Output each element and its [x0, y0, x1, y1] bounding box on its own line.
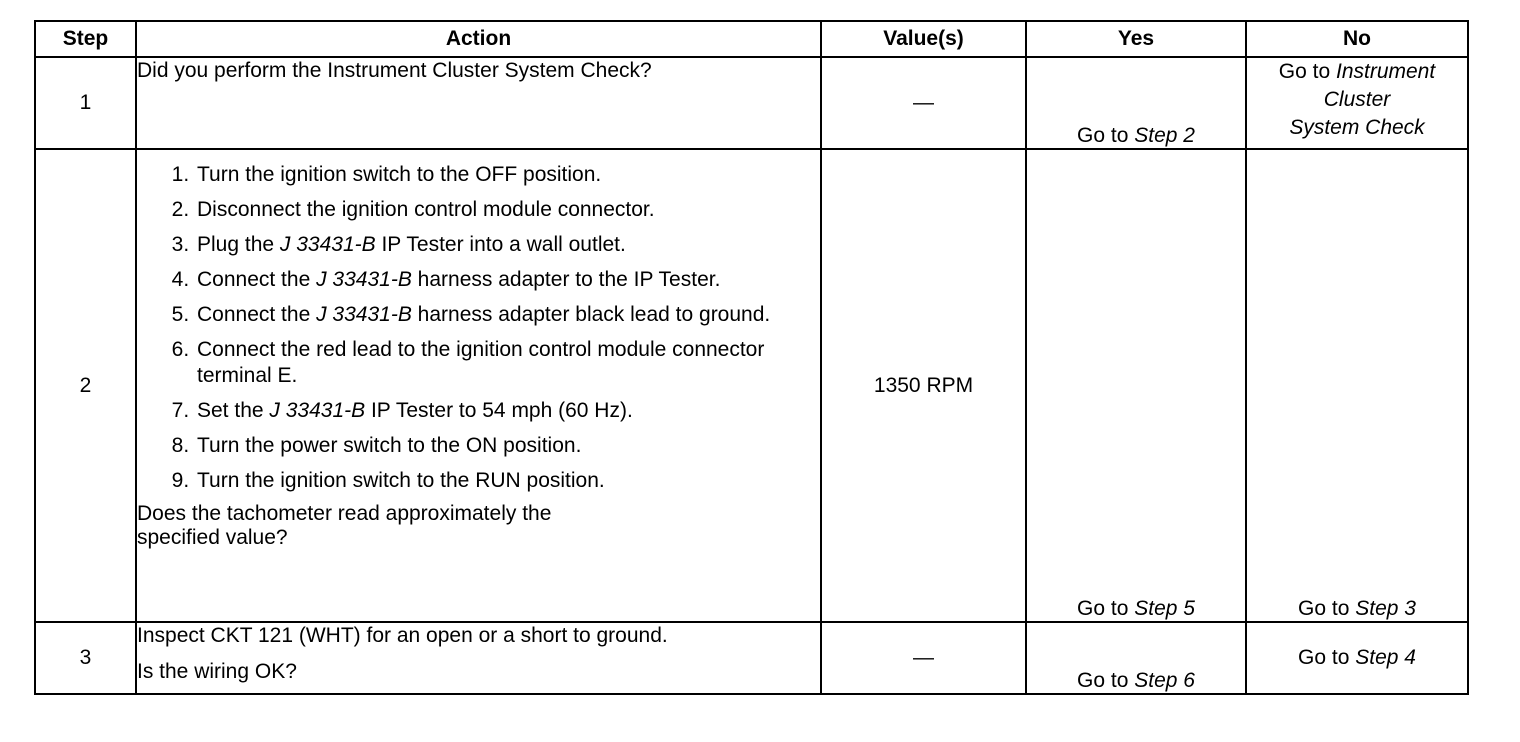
step-number: 1	[35, 57, 136, 149]
header-yes: Yes	[1026, 21, 1246, 57]
action-question: Does the tachometer read approximately the specified value?	[137, 502, 552, 549]
action-cell	[136, 57, 821, 149]
step-number: 2	[35, 149, 136, 622]
yes-cell	[1026, 57, 1246, 149]
yes-cell	[1026, 149, 1246, 622]
procedure-item-6: 6. Connect the red lead to the ignition control module connector terminal E.	[195, 337, 820, 389]
no-link-line3[interactable]: System Check	[1289, 116, 1425, 139]
no-step-link[interactable]: Step 4	[1355, 646, 1416, 669]
procedure-list	[137, 162, 820, 494]
yes-step-link[interactable]: Step 6	[1134, 669, 1195, 692]
no-prefix: Go to	[1298, 597, 1356, 620]
step-number: 3	[35, 622, 136, 694]
action-cell	[136, 149, 821, 622]
yes-prefix: Go to	[1077, 124, 1135, 147]
table-row-step-1	[35, 57, 1468, 149]
header-no: No	[1246, 21, 1468, 57]
table-row-step-2	[35, 149, 1468, 622]
action-instruction: Inspect CKT 121 (WHT) for an open or a short to ground.	[137, 624, 668, 647]
value-cell: —	[821, 622, 1026, 694]
no-cell	[1246, 622, 1468, 694]
header-step: Step	[35, 21, 136, 57]
no-step-link[interactable]: Step 3	[1355, 597, 1416, 620]
procedure-item-2: 2. Disconnect the ignition control module connector.	[195, 197, 820, 223]
yes-cell	[1026, 622, 1246, 694]
tool-name: J 33431-B	[269, 399, 366, 422]
table-row-step-3	[35, 622, 1468, 694]
header-values: Value(s)	[821, 21, 1026, 57]
yes-prefix: Go to	[1077, 669, 1135, 692]
procedure-item-8: 8. Turn the power switch to the ON position.	[195, 433, 820, 459]
action-question: Did you perform the Instrument Cluster System Check?	[137, 59, 652, 82]
yes-step-link[interactable]: Step 2	[1134, 124, 1195, 147]
no-cell	[1246, 149, 1468, 622]
procedure-item-5: 5. Connect the J 33431-B harness adapter black lead to ground.	[195, 302, 820, 328]
tool-name: J 33431-B	[279, 233, 376, 256]
yes-prefix: Go to	[1077, 597, 1135, 620]
tool-name: J 33431-B	[316, 268, 412, 291]
no-link-line1[interactable]: Instrument	[1335, 60, 1436, 83]
no-prefix: Go to	[1278, 60, 1336, 83]
yes-step-link[interactable]: Step 5	[1134, 597, 1195, 620]
no-link-line2[interactable]: Cluster	[1323, 88, 1391, 111]
procedure-item-4: 4. Connect the J 33431-B harness adapter to the IP Tester.	[195, 267, 820, 293]
tool-name: J 33431-B	[316, 303, 412, 326]
header-row	[35, 21, 1468, 57]
procedure-item-1: 1. Turn the ignition switch to the OFF position.	[195, 162, 820, 188]
procedure-item-7: 7. Set the J 33431-B IP Tester to 54 mph (60 Hz).	[195, 398, 820, 424]
action-cell	[136, 622, 821, 694]
diagnostic-table	[34, 20, 1469, 695]
value-cell: 1350 RPM	[821, 149, 1026, 622]
value-cell: —	[821, 57, 1026, 149]
no-prefix: Go to	[1298, 646, 1356, 669]
procedure-item-9: 9. Turn the ignition switch to the RUN position.	[195, 468, 820, 494]
procedure-item-3: 3. Plug the J 33431-B IP Tester into a wall outlet.	[195, 232, 820, 258]
action-question: Is the wiring OK?	[137, 660, 297, 683]
header-action: Action	[136, 21, 821, 57]
no-cell	[1246, 57, 1468, 149]
